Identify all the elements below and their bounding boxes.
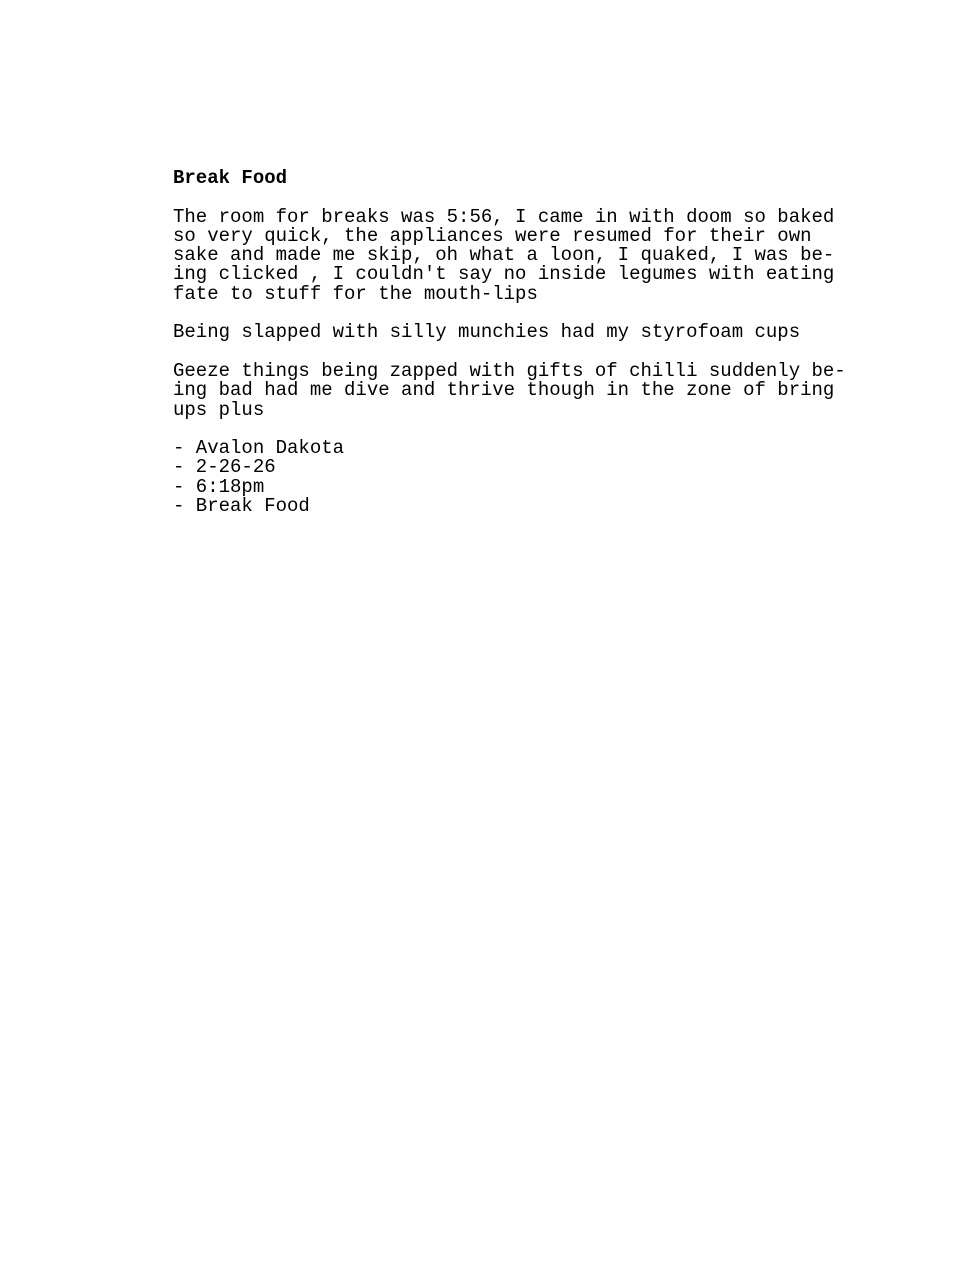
paragraph-line: ing clicked , I couldn't say no inside legumes with eating xyxy=(173,263,835,286)
paragraph-line: ing bad had me dive and thrive though in the zone of bring xyxy=(173,379,835,402)
signature-title: - Break Food xyxy=(173,495,310,518)
paragraph-line: so very quick, the appliances were resumed for their own xyxy=(173,224,812,247)
paragraph-line: sake and made me skip, oh what a loon, I quaked, I was be- xyxy=(173,244,835,267)
poem-title: Break Food xyxy=(173,167,288,189)
paragraph-2 xyxy=(173,323,873,342)
paragraph-3 xyxy=(173,359,873,421)
paragraph-line: Geeze things being zapped with gifts of chilli suddenly be- xyxy=(173,359,846,382)
paragraph-1 xyxy=(173,205,873,305)
paragraph-line: Being slapped with silly munchies had my styrofoam cups xyxy=(173,321,801,344)
poem-body xyxy=(173,169,873,516)
signature-date: - 2-26-26 xyxy=(173,456,276,479)
signature-author: - Avalon Dakota xyxy=(173,437,345,460)
paragraph-line: fate to stuff for the mouth-lips xyxy=(173,282,538,305)
paragraph-line: The room for breaks was 5:56, I came in with doom so baked xyxy=(173,205,835,228)
signature-block xyxy=(173,439,873,516)
paragraph-line: ups plus xyxy=(173,398,265,421)
signature-time: - 6:18pm xyxy=(173,475,265,498)
